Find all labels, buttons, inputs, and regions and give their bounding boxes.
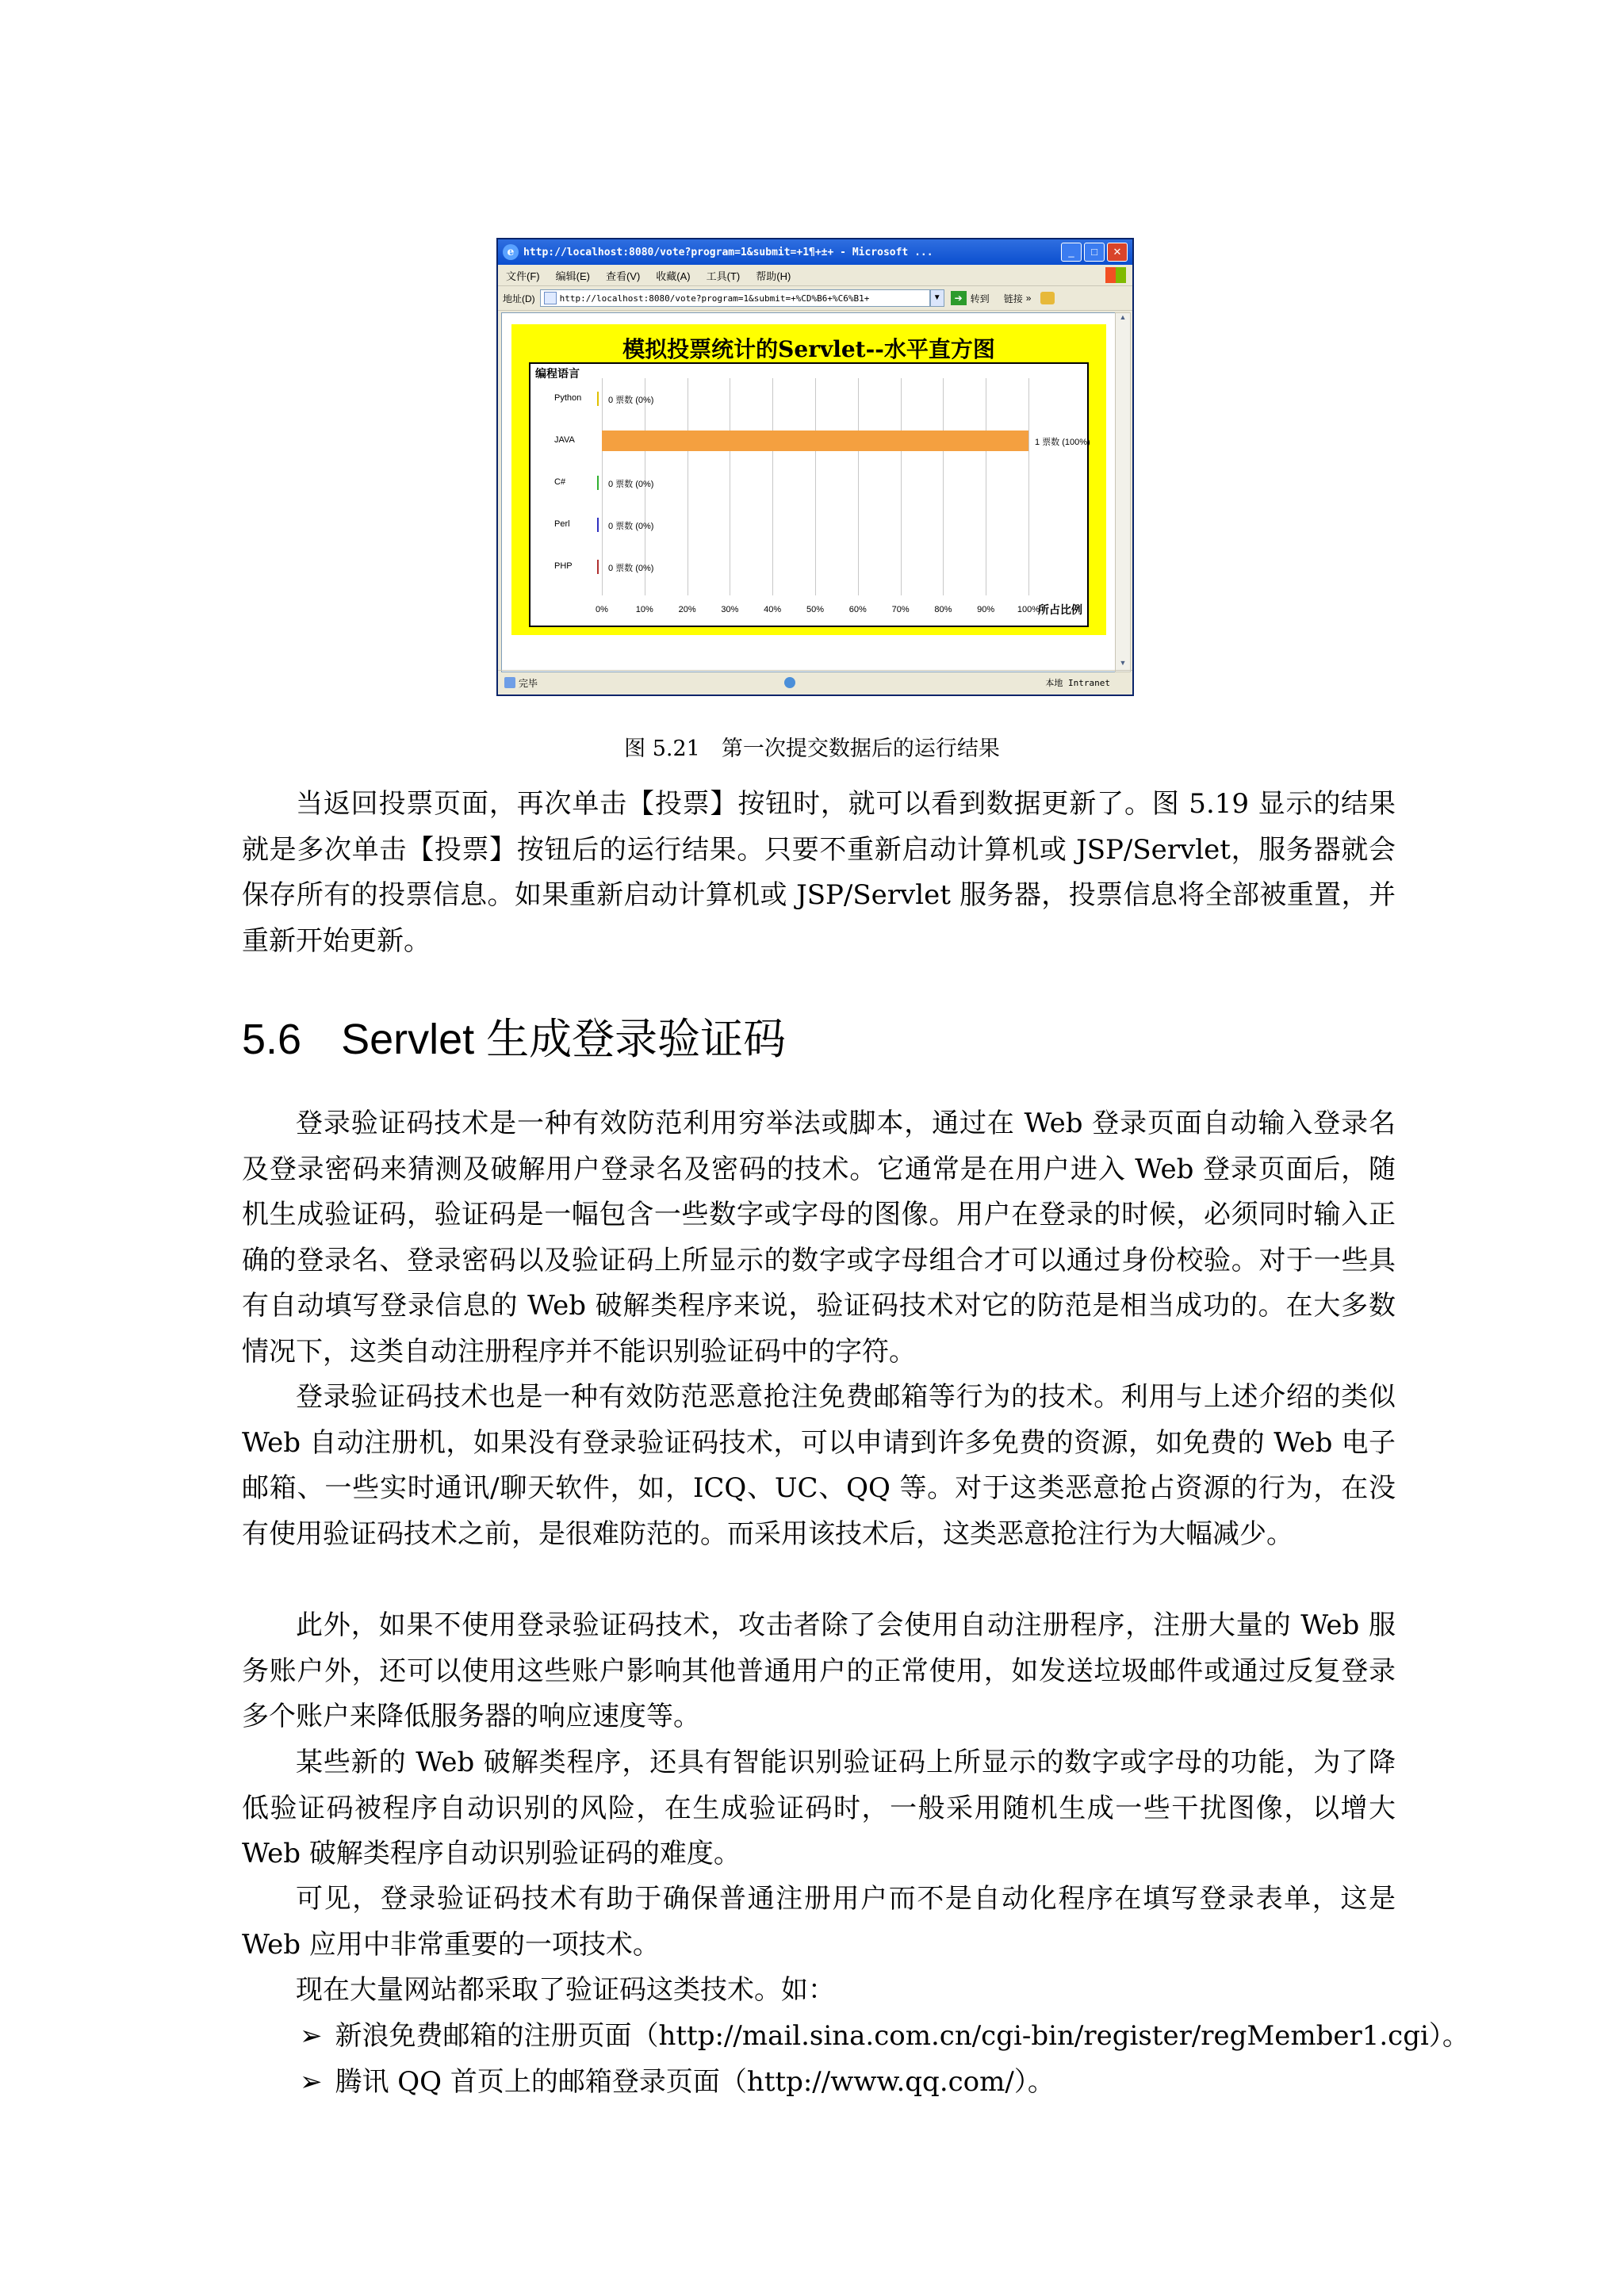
intranet-zone-icon [784, 677, 795, 688]
value-label: 0 票数 (0%) [608, 396, 654, 405]
paragraph: 此外，如果不使用登录验证码技术，攻击者除了会使用自动注册程序，注册大量的 Web 服务账户外，还可以使用这些账户影响其他普通用户的正常使用，如发送垃圾邮件或通过反复登录多个账户来降低服务器的响应速度等。 [242, 1609, 1396, 1732]
gridline [815, 378, 816, 595]
zone-text: 本地 Intranet [1045, 678, 1110, 688]
menu-edit[interactable]: 编辑(E) [555, 270, 590, 282]
menu-favorites[interactable]: 收藏(A) [656, 270, 691, 282]
status-bar [498, 670, 1132, 695]
x-axis-label: 所占比例 [1038, 604, 1082, 617]
ie-icon: e [503, 244, 519, 260]
paragraph: 可见，登录验证码技术有助于确保普通注册用户而不是自动化程序在填写登录表单，这是 Web 应用中非常重要的一项技术。 [242, 1883, 1396, 1961]
window-title: http://localhost:8080/vote?program=1&submit=+1¶+±+ - Microsoft ... [523, 246, 933, 258]
figure-caption: 图 5.21 第一次提交数据后的运行结果 [624, 737, 1000, 761]
bar [597, 560, 599, 574]
value-label: 0 票数 (0%) [608, 480, 654, 489]
bullet-arrow-icon: ➢ [300, 2020, 323, 2052]
plot-area [529, 362, 1089, 627]
y-axis-label: 编程语言 [535, 368, 580, 381]
section-title: Servlet 生成登录验证码 [341, 1016, 787, 1063]
x-tick-label: 40% [764, 605, 782, 614]
gridline [1028, 378, 1029, 595]
bullet-text: 新浪免费邮箱的注册页面（http://mail.sina.com.cn/cgi-bin/register/regMember1.cgi）。 [335, 2020, 1469, 2052]
scroll-down-icon[interactable]: ▼ [1119, 659, 1127, 667]
menu-view[interactable]: 查看(V) [605, 270, 641, 282]
address-bar [498, 286, 1132, 311]
category-label: C# [554, 477, 566, 487]
bar [597, 476, 599, 490]
category-label: Python [554, 393, 582, 403]
browser-window-screenshot [496, 238, 1134, 696]
x-tick-label: 20% [678, 605, 696, 614]
menu-bar [498, 265, 1132, 286]
gridline [858, 378, 859, 595]
minimize-button[interactable]: _ [1061, 243, 1082, 262]
address-input[interactable] [540, 289, 930, 307]
links-button[interactable]: 链接 [1003, 293, 1023, 304]
page-done-icon [504, 677, 515, 688]
value-label: 0 票数 (0%) [608, 564, 654, 573]
x-tick-label: 0% [596, 605, 608, 614]
x-tick-label: 90% [977, 605, 995, 614]
paragraph: 登录验证码技术也是一种有效防范恶意抢注免费邮箱等行为的技术。利用与上述介绍的类似 Web 自动注册机，如果没有登录验证码技术，可以申请到许多免费的资源，如免费的 Web 电子邮箱、一些实时通讯/聊天软件，如，ICQ、UC、QQ 等。对于这类恶意抢占资源的行为，在没有使用验证码技术之前，是很难防范的。而采用该技术后，这类恶意抢注行为大幅减少。 [242, 1381, 1396, 1550]
bullet-text: 腾讯 QQ 首页上的邮箱登录页面（http://www.qq.com/）。 [335, 2066, 1055, 2098]
x-tick-label: 80% [934, 605, 952, 614]
address-value: http://localhost:8080/vote?program=1&submit=+%CD%B6+%C6%B1+ [559, 293, 870, 304]
address-label: 地址(D) [503, 293, 535, 304]
go-button[interactable]: 转到 [970, 293, 990, 304]
paragraph: 登录验证码技术是一种有效防范利用穷举法或脚本，通过在 Web 登录页面自动输入登录名及登录密码来猜测及破解用户登录名及密码的技术。它通常是在用户进入 Web 登录页面后，随机生成验证码，验证码是一幅包含一些数字或字母的图像。用户在登录的时候，必须同时输入正确的登录名、登录密码以及验证码上所显示的数字或字母组合才可以通过身份校验。对于一些具有自动填写登录信息的 Web 破解类程序来说，验证码技术对它的防范是相当成功的。在大多数情况下，这类自动注册程序并不能识别验证码中的字符。 [242, 1108, 1396, 1368]
gridline [943, 378, 944, 595]
x-tick-label: 30% [721, 605, 739, 614]
maximize-button[interactable]: □ [1084, 243, 1105, 262]
section-heading [242, 1005, 786, 1066]
address-dropdown-button[interactable]: ▼ [930, 289, 944, 307]
paragraph: 现在大量网站都采取了验证码这类技术。如： [296, 1974, 835, 2006]
page-icon [544, 292, 557, 304]
x-tick-label: 60% [848, 605, 867, 614]
chart-panel [511, 324, 1106, 635]
intro-paragraph: 当返回投票页面，再次单击【投票】按钮时，就可以看到数据更新了。图 5.19 显示的结果就是多次单击【投票】按钮后的运行结果。只要不重新启动计算机或 JSP/Servlet，服务器就会保存所有的投票信息。如果重新启动计算机或 JSP/Servlet 服务器，投票信息将全部被重置，并重新开始更新。 [242, 788, 1396, 957]
go-arrow-icon[interactable]: ➔ [951, 291, 967, 305]
window-titlebar [498, 239, 1132, 265]
toolbar-extra-icon[interactable] [1040, 292, 1055, 304]
x-tick-label: 50% [806, 605, 825, 614]
chart-title: 模拟投票统计的Servlet--水平直方图 [622, 336, 995, 362]
scroll-up-icon[interactable]: ▲ [1119, 313, 1127, 321]
section-number: 5.6 [242, 1016, 302, 1063]
bullet-item [300, 2014, 1469, 2060]
gridline [772, 378, 773, 595]
bullet-arrow-icon: ➢ [300, 2066, 323, 2098]
menu-help[interactable]: 帮助(H) [756, 270, 791, 282]
x-tick-label: 70% [891, 605, 910, 614]
menu-tools[interactable]: 工具(T) [706, 270, 741, 282]
bar [597, 392, 599, 406]
value-label: 1 票数 (100%) [1035, 438, 1090, 447]
x-tick-label: 10% [635, 605, 653, 614]
paragraph: 某些新的 Web 破解类程序，还具有智能识别验证码上所显示的数字或字母的功能，为了降低验证码被程序自动识别的风险，在生成验证码时，一般采用随机生成一些干扰图像，以增大 Web 破解类程序自动识别验证码的难度。 [242, 1747, 1396, 1869]
menu-file[interactable]: 文件(F) [506, 270, 540, 282]
x-tick-label: 100% [1017, 605, 1040, 614]
windows-logo-icon [1105, 267, 1126, 283]
category-label: PHP [554, 561, 573, 571]
status-text: 完毕 [519, 677, 538, 689]
bullet-item [300, 2060, 1055, 2106]
category-label: JAVA [554, 435, 575, 445]
bar [597, 518, 599, 532]
vertical-scrollbar[interactable] [1115, 312, 1131, 672]
bar [602, 430, 1028, 451]
links-more-chevron-icon[interactable]: » [1025, 293, 1032, 304]
gridline [901, 378, 902, 595]
category-label: Perl [554, 519, 570, 529]
close-button[interactable]: ✕ [1107, 243, 1128, 262]
value-label: 0 票数 (0%) [608, 522, 654, 531]
browser-content [501, 312, 1116, 672]
gridline [602, 378, 603, 595]
